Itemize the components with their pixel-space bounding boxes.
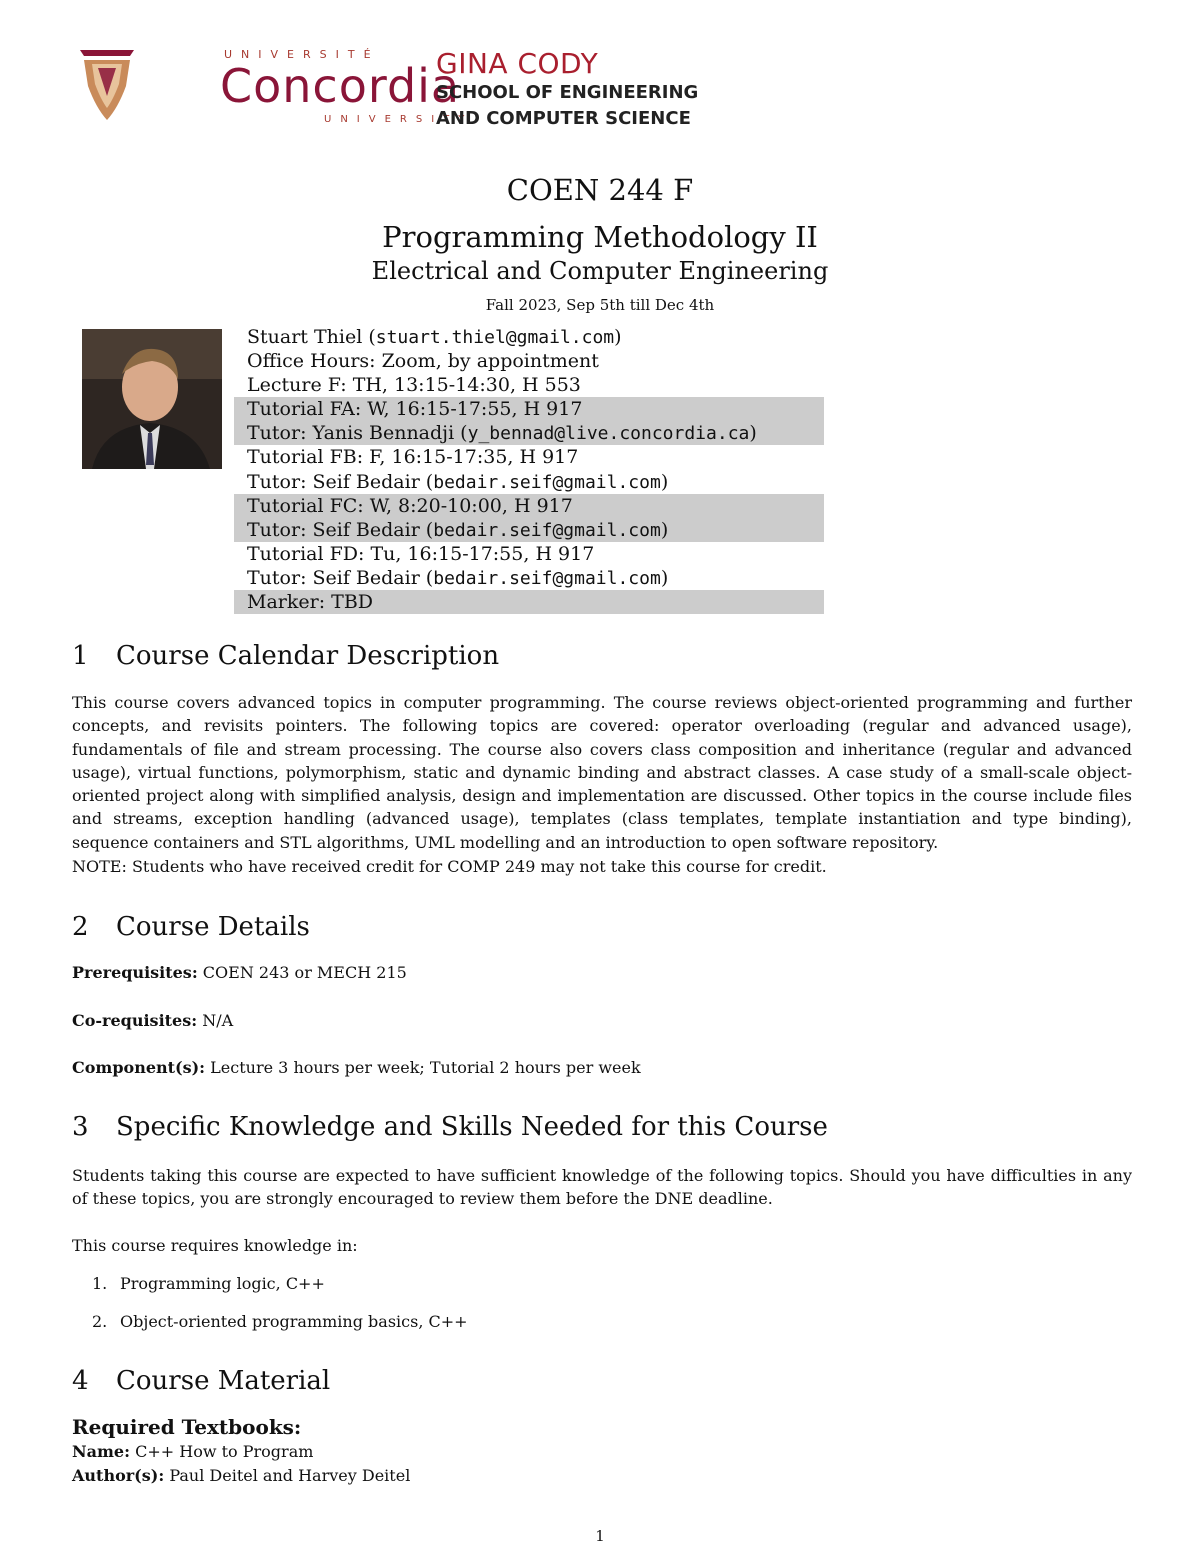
concordia-shield-icon [78,46,136,124]
tutorial-fd-row: Tutorial FD: Tu, 16:15-17:55, H 917 [247,542,595,565]
components: Component(s): Lecture 3 hours per week; Tutorial 2 hours per week [72,1058,641,1077]
course-name: Programming Methodology II [382,220,818,254]
textbook-authors: Author(s): Paul Deitel and Harvey Deitel [72,1466,411,1485]
course-term: Fall 2023, Sep 5th till Dec 4th [485,296,715,314]
concordia-logo [78,44,474,130]
tutor-fd-email[interactable]: bedair.seif@gmail.com [433,567,661,589]
tutor-fc-email[interactable]: bedair.seif@gmail.com [433,519,661,541]
marker-row: Marker: TBD [234,590,824,614]
school-line-3: AND COMPUTER SCIENCE [436,108,691,129]
section-1-note: NOTE: Students who have received credit for COMP 249 may not take this course for credit. [72,857,827,876]
lecture-row: Lecture F: TH, 13:15-14:30, H 553 [247,374,581,397]
required-textbooks-heading: Required Textbooks: [72,1415,302,1439]
tutorial-fc-row: Tutorial FC: W, 8:20-10:00, H 917 [234,494,824,518]
tutorial-fa-row: Tutorial FA: W, 16:15-17:55, H 917 [234,397,824,421]
university-bottom-text: UNIVERSITY [324,114,474,125]
section-1-body: This course covers advanced topics in computer programming. The course reviews object-oriented programming and further concepts, and revisits pointers. The following topics are covered: operator overloading (regular and advanced usage), fundamentals of file and stream processing. The course also covers class composition and inheritance (regular and advanced usage), virtual functions, polymorphism, static and dynamic binding and abstract classes. A case study of a small-scale object-oriented project along with simplified analysis, design and implementation are discussed. Other topics in the course include files and streams, exception handling (advanced usage), templates (class templates, template instantiation and type binding), sequence containers and STL algorithms, UML modelling and an introduction to open software repository. [72,693,1132,852]
office-hours-row: Office Hours: Zoom, by appointment [247,350,599,373]
corequisites: Co-requisites: N/A [72,1011,234,1030]
tutor-fd-row: Tutor: Seif Bedair (bedair.seif@gmail.com) [247,566,669,589]
school-line-1: GINA CODY [436,47,599,80]
tutorial-fb-row: Tutorial FB: F, 16:15-17:35, H 917 [247,446,579,469]
section-1-heading: 1 Course Calendar Description [72,641,500,671]
textbook-name: Name: C++ How to Program [72,1442,314,1461]
course-code: COEN 244 F [506,173,694,207]
tutor-fc-row: Tutor: Seif Bedair (bedair.seif@gmail.com) [234,518,824,542]
course-department: Electrical and Computer Engineering [371,257,829,285]
tutor-fb-email[interactable]: bedair.seif@gmail.com [433,471,661,493]
instructor-photo [82,329,222,469]
university-top-text: UNIVERSITÉ [224,48,380,61]
tutor-fa-email[interactable]: y_bennad@live.concordia.ca [467,423,750,445]
list-item: 1. Programming logic, C++ [92,1274,325,1293]
tutor-fb-row: Tutor: Seif Bedair (bedair.seif@gmail.com) [247,470,669,493]
school-line-2: SCHOOL OF ENGINEERING [436,82,699,103]
section-3-body: Students taking this course are expected to have sufficient knowledge of the following topics. Should you have difficulties in any of these topics, you are strongly encouraged to review them before the DNE deadline. [72,1166,1132,1209]
section-2-heading: 2 Course Details [72,912,310,942]
section-4-heading: 4 Course Material [72,1366,331,1396]
instructor-name-row: Stuart Thiel (stuart.thiel@gmail.com) [247,326,622,348]
page-number: 1 [595,1527,605,1545]
tutor-fa-row: Tutor: Yanis Bennadji (y_bennad@live.concordia.ca) [234,421,824,445]
section-3-requires: This course requires knowledge in: [72,1236,358,1255]
school-logo [436,48,698,132]
list-item: 2. Object-oriented programming basics, C++ [92,1312,468,1331]
prerequisites: Prerequisites: COEN 243 or MECH 215 [72,963,407,982]
instructor-contacts [234,325,824,614]
section-3-heading: 3 Specific Knowledge and Skills Needed for this Course [72,1112,828,1142]
university-name: Concordia [220,59,461,113]
instructor-email[interactable]: stuart.thiel@gmail.com [375,327,615,348]
